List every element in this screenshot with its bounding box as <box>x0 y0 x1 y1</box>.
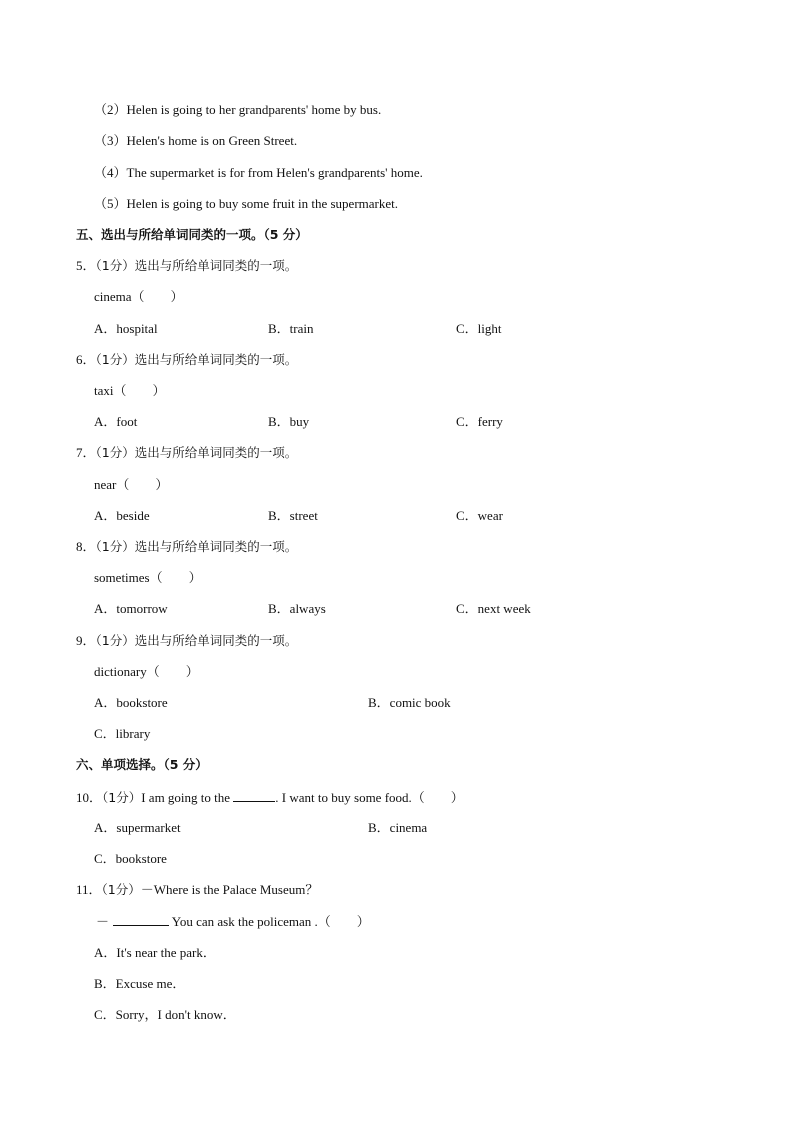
question-score: （1分） <box>95 352 135 367</box>
section-6-title: 六、单项选择。（5 分） <box>76 757 208 772</box>
question-8-option-b[interactable]: B．always <box>268 601 326 616</box>
question-11-option-c[interactable]: C．Sorry，I don't know． <box>94 1007 236 1022</box>
question-7-option-a[interactable]: A．beside <box>94 508 150 523</box>
question-7-option-b[interactable]: B．street <box>268 508 318 523</box>
question-6-option-b[interactable]: B．buy <box>268 414 310 429</box>
question-number: 11． <box>76 882 102 897</box>
question-8-word: sometimes（ ） <box>94 570 202 585</box>
question-6-option-a[interactable]: A．foot <box>94 414 138 429</box>
question-8-option-a[interactable]: A．tomorrow <box>94 601 168 616</box>
question-prompt: 选出与所给单词同类的一项。 <box>134 539 298 554</box>
question-7-word: near（ ） <box>94 477 169 492</box>
question-8-header <box>76 539 297 555</box>
answer-blank[interactable] <box>233 789 275 802</box>
question-11-option-b[interactable]: B．Excuse me． <box>94 976 186 991</box>
question-9-option-a[interactable]: A．bookstore <box>94 695 168 710</box>
question-score: （1分） <box>102 790 142 805</box>
statement-5: （5）Helen is going to buy some fruit in the supermarket. <box>94 196 399 211</box>
statement-4: （4）The supermarket is for from Helen's grandparents' home. <box>94 165 423 180</box>
answer-blank[interactable] <box>113 913 169 926</box>
question-5-option-a[interactable]: A．hospital <box>94 321 158 336</box>
statement-2: （2）Helen is going to her grandparents' home by bus. <box>94 102 382 117</box>
question-6-option-c[interactable]: C．ferry <box>456 414 503 429</box>
question-6-word: taxi（ ） <box>94 383 166 398</box>
question-10-option-a[interactable]: A．supermarket <box>94 820 181 835</box>
question-7-header <box>76 445 297 461</box>
dialogue-line-2: You can ask the policeman .（ ） <box>169 914 370 929</box>
question-score: （1分） <box>95 445 135 460</box>
question-number: 5． <box>76 258 96 273</box>
question-number: 10． <box>76 790 103 805</box>
question-score: （1分） <box>95 539 135 554</box>
question-number: 7． <box>76 445 96 460</box>
statement-3: （3）Helen's home is on Green Street. <box>94 133 298 148</box>
question-number: 6． <box>76 352 96 367</box>
question-8-option-c[interactable]: C．next week <box>456 601 531 616</box>
question-11-dialogue-2 <box>96 913 370 930</box>
question-text-after: . I want to buy some food.（ ） <box>275 790 464 805</box>
question-prompt: 选出与所给单词同类的一项。 <box>134 633 298 648</box>
question-5-option-c[interactable]: C．light <box>456 321 502 336</box>
question-5-option-b[interactable]: B．train <box>268 321 314 336</box>
question-7-option-c[interactable]: C．wear <box>456 508 503 523</box>
question-prompt: 选出与所给单词同类的一项。 <box>134 258 298 273</box>
question-10-option-b[interactable]: B．cinema <box>368 820 428 835</box>
dialogue-line-1: －Where is the Palace Museum？ <box>140 882 319 897</box>
question-score: （1分） <box>101 882 141 897</box>
question-score: （1分） <box>95 633 135 648</box>
question-6-header <box>76 352 297 368</box>
question-11-option-a[interactable]: A．It's near the park． <box>94 945 216 960</box>
question-10-option-c[interactable]: C．bookstore <box>94 851 167 866</box>
question-9-word: dictionary（ ） <box>94 664 199 679</box>
question-10-stem <box>76 789 464 806</box>
question-text-before: I am going to the <box>141 790 234 805</box>
question-prompt: 选出与所给单词同类的一项。 <box>134 352 298 367</box>
question-number: 8． <box>76 539 96 554</box>
question-11-stem <box>76 882 318 898</box>
question-9-option-b[interactable]: B．comic book <box>368 695 451 710</box>
question-score: （1分） <box>95 258 135 273</box>
dialogue-dash: － <box>96 914 110 929</box>
question-9-option-c[interactable]: C．library <box>94 726 151 741</box>
section-5-title: 五、选出与所给单词同类的一项。（5 分） <box>76 227 308 242</box>
question-number: 9． <box>76 633 96 648</box>
question-9-header <box>76 633 297 649</box>
question-5-header <box>76 258 297 274</box>
question-5-word: cinema（ ） <box>94 289 184 304</box>
question-prompt: 选出与所给单词同类的一项。 <box>134 445 298 460</box>
